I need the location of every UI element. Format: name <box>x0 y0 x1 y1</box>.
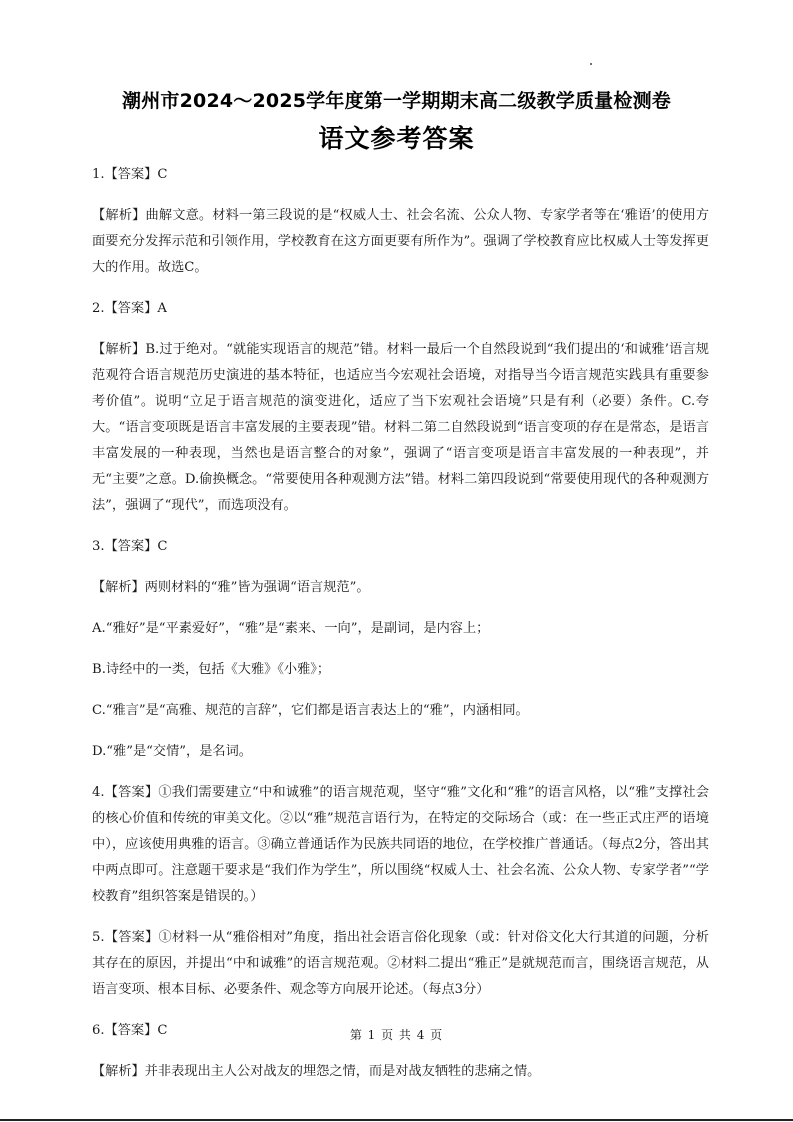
scan-dot <box>590 63 592 65</box>
q3-analysis: 【解析】两则材料的“雅”皆为强调“语言规范”。 <box>92 580 370 595</box>
q1-answer: 1.【答案】C <box>92 167 168 182</box>
q3-option-d: D.“雅”是“交情”，是名词。 <box>92 744 252 759</box>
q3-option-c: C.“雅言”是“高雅、规范的言辞”，它们都是语言表达上的“雅”，内涵相同。 <box>92 703 529 718</box>
q3-option-b: B.诗经中的一类，包括《大雅》《小雅》； <box>92 662 331 677</box>
document-title: 潮州市2024～2025学年度第一学期期末高二级教学质量检测卷 <box>122 90 671 112</box>
bottom-border <box>0 1119 793 1121</box>
q6-answer: 6.【答案】C <box>92 1023 168 1038</box>
q3-option-a: A.“雅好”是“平素爱好”，“雅”是“素来、一向”，是副词，是内容上； <box>92 621 490 636</box>
q3-answer: 3.【答案】C <box>92 539 168 554</box>
q4-answer: 4.【答案】①我们需要建立“中和诚雅”的语言规范观，坚守“雅”文化和“雅”的语言风格，以“雅”支撑社会的核心价值和传统的审美文化。②以“雅”规范言语行为，在特定的交际场合（或：在一些正式庄严的语境中），应该使用典雅的语言。③确立普通话作为民族共同语的地位，在学校推广普通话。（每点2分，答出其中两点即可。注意题干要求是“我们作为学生”，所以围绕“权威人士、社会名流、公众人物、专家学者”“学校教育”组织答案是错误的。） <box>92 785 709 904</box>
page-number: 第 1 页 共 4 页 <box>349 1028 444 1042</box>
answer-content <box>92 162 709 1100</box>
q2-analysis: 【解析】B.过于绝对。“就能实现语言的规范”错。材料一最后一个自然段说到“我们提出的‘和诚雅’语言规范观符合语言规范历史演进的基本特征，也适应当今宏观社会语境，对指导当今语言规范实践具有重要参考价值”。说明“立足于语言规范的演变进化，适应了当下宏观社会语境”只是有利（必要）条件。C.夸大。“语言变项既是语言丰富发展的主要表现”错。材料二第二自然段说到“语言变项的存在是常态，是语言丰富发展的一种表现，当然也是语言整合的对象”，强调了“语言变项是语言丰富发展的一种表现”，并无“主要”之意。D.偷换概念。“常要使用各种观测方法”错。材料二第四段说到“常要使用现代的各种观测方法”，强调了“现代”，而选项没有。 <box>92 342 709 513</box>
q1-analysis: 【解析】曲解文意。材料一第三段说的是“权威人士、社会名流、公众人物、专家学者等在‘雅语’的使用方面要充分发挥示范和引领作用，学校教育在这方面更要有所作为”。强调了学校教育应比权威人士等发挥更大的作用。故选C。 <box>92 208 709 275</box>
document-subtitle: 语文参考答案 <box>318 124 475 153</box>
q2-answer: 2.【答案】A <box>92 301 167 316</box>
q5-answer: 5.【答案】①材料一从“雅俗相对”角度，指出社会语言俗化现象（或：针对俗文化大行其道的问题，分析其存在的原因，并提出“中和诚雅”的语言规范观。②材料二提出“雅正”是就规范而言，围绕语言规范，从语言变项、根本目标、必要条件、观念等方向展开论述。（每点3分） <box>92 930 709 997</box>
q6-analysis: 【解析】并非表现出主人公对战友的埋怨之情，而是对战友牺牲的悲痛之情。 <box>92 1064 541 1079</box>
